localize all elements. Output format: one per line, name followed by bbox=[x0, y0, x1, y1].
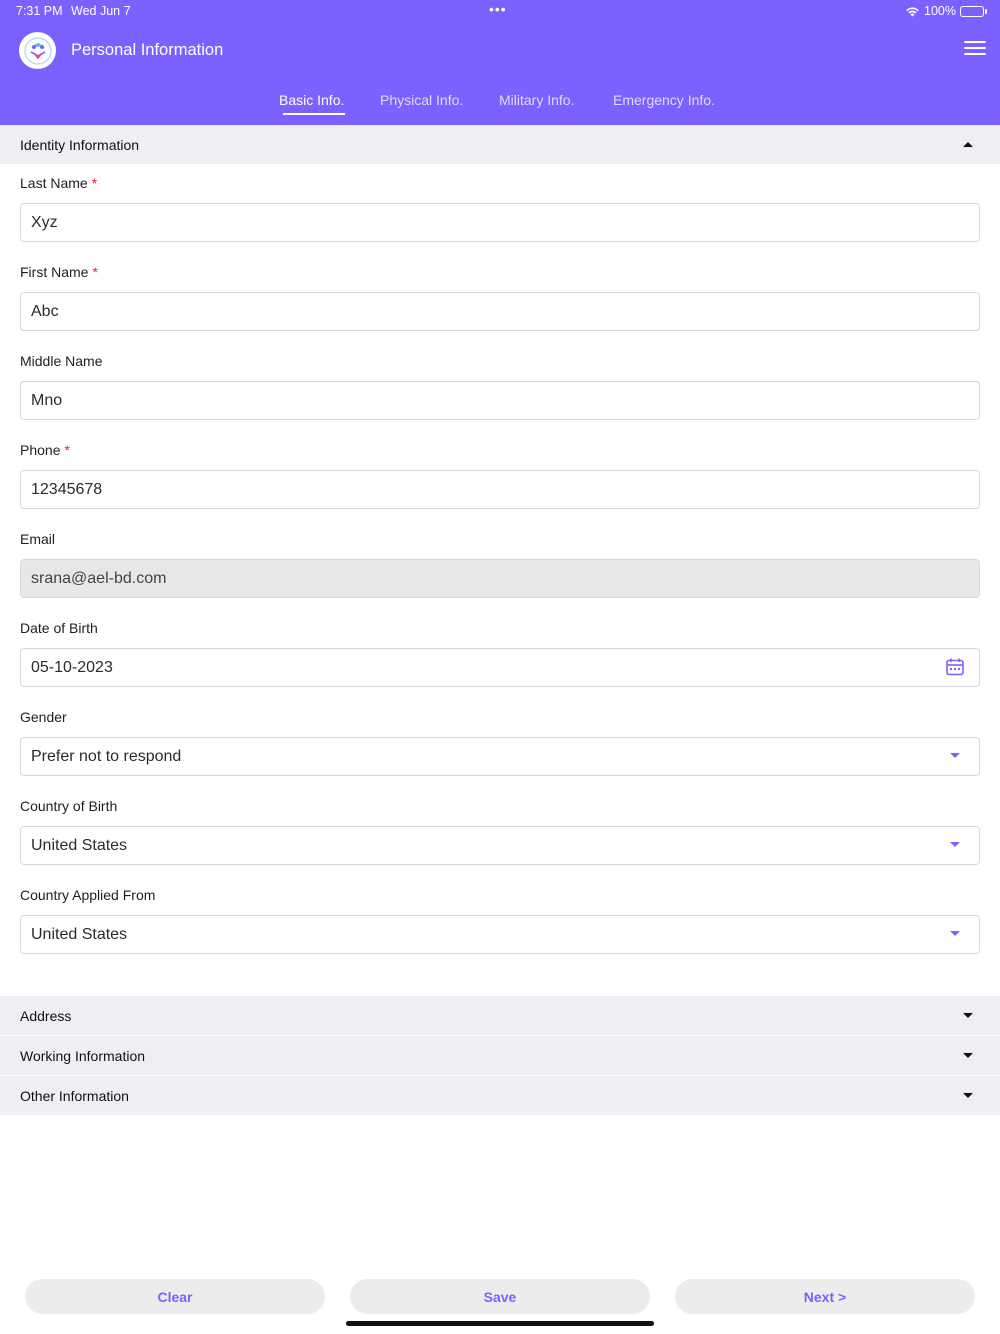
phone-field[interactable] bbox=[20, 470, 980, 509]
status-bar bbox=[16, 1, 984, 20]
country-applied-label bbox=[20, 887, 155, 903]
chevron-down-icon bbox=[963, 1093, 973, 1098]
chevron-up-icon bbox=[963, 142, 973, 147]
first-name-label bbox=[20, 264, 98, 280]
gender-value: Prefer not to respond bbox=[31, 747, 182, 765]
middle-name-field[interactable] bbox=[20, 381, 980, 420]
calendar-icon[interactable] bbox=[945, 657, 965, 677]
last-name-label-text: Last Name bbox=[20, 175, 88, 191]
phone-label bbox=[20, 442, 70, 458]
menu-icon[interactable] bbox=[964, 41, 986, 59]
last-name-value: Xyz bbox=[31, 213, 58, 231]
section-working-header[interactable] bbox=[0, 1036, 1000, 1075]
status-time: 7:31 PM bbox=[16, 4, 63, 18]
required-mark: * bbox=[64, 442, 70, 458]
home-indicator[interactable] bbox=[346, 1321, 654, 1326]
tab-physical-info[interactable]: Physical Info. bbox=[380, 92, 464, 108]
gender-select[interactable] bbox=[20, 737, 980, 776]
tab-military-info[interactable]: Military Info. bbox=[499, 92, 575, 108]
dob-label bbox=[20, 620, 98, 636]
phone-value: 12345678 bbox=[31, 480, 103, 498]
chevron-down-icon bbox=[963, 1013, 973, 1018]
country-birth-label-text: Country of Birth bbox=[20, 798, 118, 814]
section-address-header[interactable] bbox=[0, 996, 1000, 1035]
middle-name-value: Mno bbox=[31, 391, 63, 409]
country-birth-value: United States bbox=[31, 836, 128, 854]
country-applied-value: United States bbox=[31, 925, 128, 943]
dropdown-arrow-icon bbox=[950, 753, 960, 758]
country-applied-label-text: Country Applied From bbox=[20, 887, 156, 903]
app-header bbox=[0, 0, 1000, 125]
middle-name-label bbox=[20, 353, 102, 369]
clear-button[interactable]: Clear bbox=[25, 1279, 325, 1314]
country-birth-select[interactable] bbox=[20, 826, 980, 865]
section-other-title: Other Information bbox=[20, 1087, 129, 1104]
first-name-label-text: First Name bbox=[20, 264, 89, 280]
wifi-icon bbox=[905, 6, 920, 17]
gender-label bbox=[20, 709, 67, 725]
email-value: srana@ael-bd.com bbox=[31, 569, 167, 587]
last-name-label bbox=[20, 175, 97, 191]
first-name-field[interactable] bbox=[20, 292, 980, 331]
dob-field[interactable] bbox=[20, 648, 980, 687]
battery-icon bbox=[960, 6, 984, 17]
tab-bar bbox=[0, 92, 1000, 118]
required-mark: * bbox=[92, 264, 98, 280]
phone-label-text: Phone bbox=[20, 442, 61, 458]
email-field bbox=[20, 559, 980, 598]
section-identity-header[interactable] bbox=[0, 125, 1000, 164]
middle-name-label-text: Middle Name bbox=[20, 353, 103, 369]
tab-basic-info[interactable]: Basic Info. bbox=[279, 92, 345, 108]
section-other-header[interactable] bbox=[0, 1076, 1000, 1115]
logo-icon bbox=[19, 32, 56, 69]
dropdown-arrow-icon bbox=[950, 842, 960, 847]
status-right bbox=[905, 4, 984, 18]
dob-value: 05-10-2023 bbox=[31, 658, 113, 676]
email-label-text: Email bbox=[20, 531, 56, 547]
section-identity-title: Identity Information bbox=[20, 136, 140, 153]
section-working-title: Working Information bbox=[20, 1047, 146, 1064]
active-tab-indicator bbox=[283, 113, 345, 115]
first-name-value: Abc bbox=[31, 302, 59, 320]
required-mark: * bbox=[91, 175, 98, 191]
section-address-title: Address bbox=[20, 1007, 72, 1024]
status-date: Wed Jun 7 bbox=[71, 4, 131, 18]
page-title: Personal Information bbox=[71, 41, 224, 59]
battery-percent: 100% bbox=[924, 4, 956, 18]
chevron-down-icon bbox=[963, 1053, 973, 1058]
dropdown-arrow-icon bbox=[950, 931, 960, 936]
last-name-field[interactable] bbox=[20, 203, 980, 242]
tab-emergency-info[interactable]: Emergency Info. bbox=[613, 92, 715, 108]
save-button[interactable]: Save bbox=[350, 1279, 650, 1314]
gender-label-text: Gender bbox=[20, 709, 67, 725]
dob-label-text: Date of Birth bbox=[20, 620, 98, 636]
email-label bbox=[20, 531, 55, 547]
country-birth-label bbox=[20, 798, 117, 814]
multitasking-dots[interactable]: ••• bbox=[489, 1, 507, 17]
country-applied-select[interactable] bbox=[20, 915, 980, 954]
next-button[interactable]: Next > bbox=[675, 1279, 975, 1314]
